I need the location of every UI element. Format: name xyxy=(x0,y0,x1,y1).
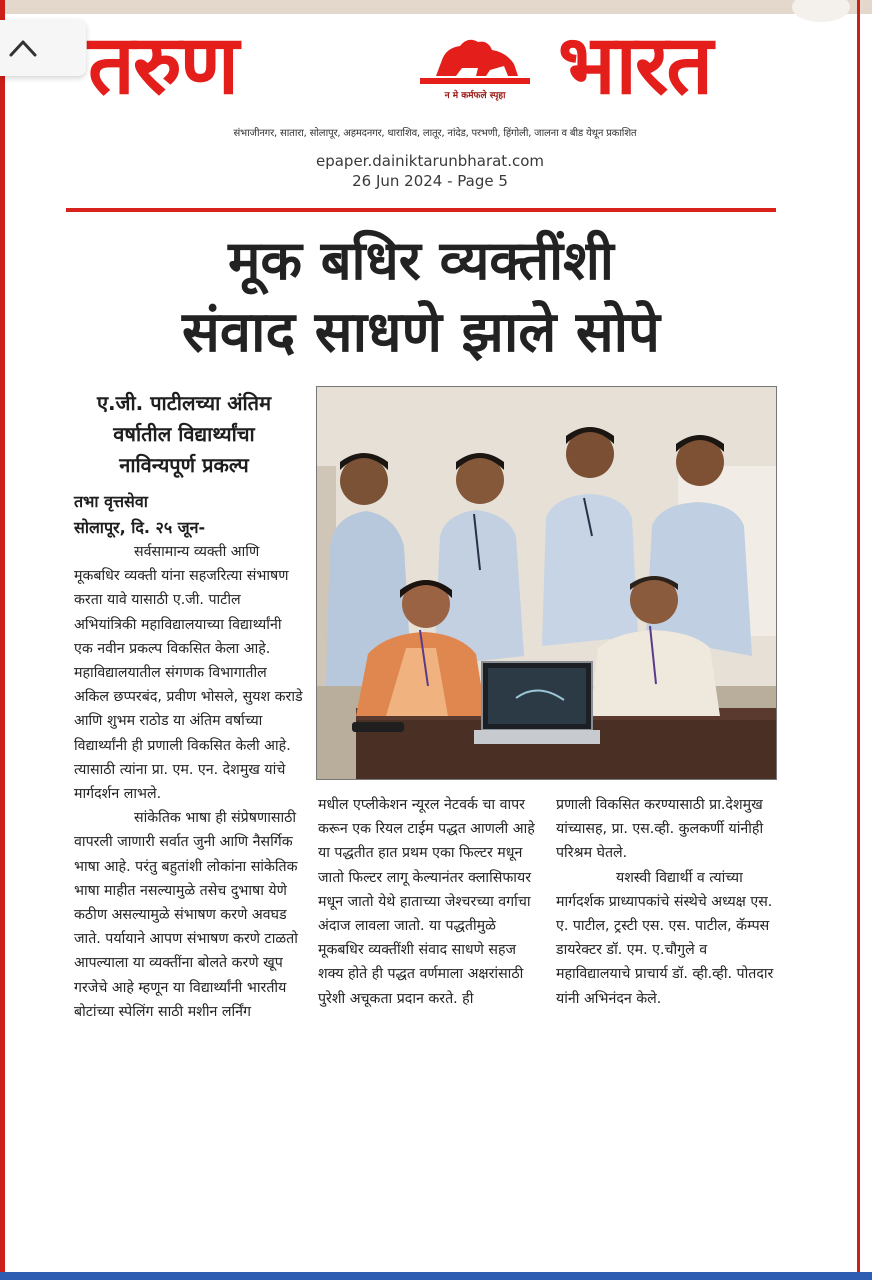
red-divider xyxy=(66,208,776,212)
byline-dateline: सोलापूर, दि. २५ जून- xyxy=(74,518,206,537)
headline xyxy=(66,226,776,370)
chevron-up-icon xyxy=(8,37,38,59)
top-strip-knob xyxy=(792,0,850,22)
phone xyxy=(352,722,404,732)
article-column-1 xyxy=(74,540,304,1024)
article-column-3 xyxy=(556,793,778,1011)
article-column-2 xyxy=(318,793,544,1011)
bottom-strip xyxy=(0,1272,872,1280)
col3-paragraph-2: यशस्वी विद्यार्थी व त्यांच्या मार्गदर्शक प्राध्यापकांचे संस्थेचे अध्यक्ष एस. ए. पाटील, ट्रस्टी एस. एस. पाटील, कॅम्पस डायरेक्टर डॉ. एम. ए.चौगुले व महाविद्यालयाचे प्राचार्य डॉ. व्ही.व्ही. पोतदार यांनी अभिनंदन केले. xyxy=(556,869,774,1007)
col1-paragraph-1: सर्वसामान्य व्यक्ती आणि मूकबधिर व्यक्ती यांना सहजरित्या संभाषण करता यावे यासाठी ए.जी. पाटील अभियांत्रिकी महाविद्यालयाच्या विद्यार्थ्यांनी एक नवीन प्रकल्प विकसित केला आहे. महाविद्यालयातील संगणक विभागातील अकिल छप्परबंद, प्रवीण भोसले, सुयश कराडे आणि शुभम राठोड या अंतिम वर्षाच्या विद्यार्थ्यांनी ही प्रणाली विकसित केली आहे. त्यासाठी त्यांना प्रा. एम. एन. देशमुख यांचे मार्गदर्शन लाभले. xyxy=(74,544,303,803)
epaper-url: epaper.dainiktarunbharat.com xyxy=(315,152,544,170)
left-red-border xyxy=(0,0,5,1280)
laptop xyxy=(474,662,600,744)
masthead xyxy=(88,18,778,118)
headline-line1: मूक बधिर व्यक्तींशी xyxy=(228,229,614,292)
kicker-line2: वर्षातील विद्यार्थ्यांचा xyxy=(113,422,255,446)
epaper-date-page: 26 Jun 2024 - Page 5 xyxy=(352,172,508,190)
collapse-button[interactable] xyxy=(0,20,86,76)
top-strip xyxy=(0,0,872,14)
masthead-tagline: न मे कर्मफले स्पृहा xyxy=(444,91,506,101)
masthead-name-left: तरुण xyxy=(88,18,238,113)
editions-line: संभाजीनगर, सातारा, सोलापूर, अहमदनगर, धाराशिव, लातूर, नांदेड, परभणी, हिंगोली, जालना व बीड येथून प्रकाशित xyxy=(233,128,637,139)
lion-logo-icon xyxy=(406,30,544,114)
kicker-line1: ए.जी. पाटीलच्या अंतिम xyxy=(96,391,272,415)
kicker xyxy=(66,388,302,481)
col3-paragraph-1: प्रणाली विकसित करण्यासाठी प्रा.देशमुख यांच्यासह, प्रा. एस.व्ही. कुलकर्णी यांनीही परिश्रम घेतले. xyxy=(556,797,764,862)
col2-paragraph-1: मधील एप्लीकेशन न्यूरल नेटवर्क चा वापर करून एक रियल टाईम पद्धत आणली आहे या पद्धतीत हात प्रथम एका फिल्टर मधून जातो फिल्टर लागू केल्यानंतर क्लासिफायर मधून जातो येथे हाताच्या जेश्चरच्या वर्गाचा अंदाज लावला जातो. या पद्धतीमुळे मूकबधिर व्यक्तींशी संवाद साधणे सहज शक्य होते ही पद्धत वर्णमाला अक्षरांसाठी पुरेशी अचूकता प्रदान करते. ही xyxy=(318,797,535,1007)
col1-paragraph-2: सांकेतिक भाषा ही संप्रेषणासाठी वापरली जाणारी सर्वात जुनी आणि नैसर्गिक भाषा आहे. परंतु बहुतांशी लोकांना सांकेतिक भाषा माहीत नसल्यामुळे तसेच दुभाषा येणे कठीण असल्यामुळे संभाषण करणे अवघड जाते. पर्यायाने आपण संभाषण करणे टाळतो आपल्याला या व्यक्तींना बोलते करणे खूप गरजेचे आहे म्हणून या विद्यार्थ्यांनी भारतीय बोटांच्या स्पेलिंग साठी मशीन लर्निंग xyxy=(74,810,298,1020)
kicker-line3: नाविन्यपूर्ण प्रकल्प xyxy=(119,453,249,477)
group-photo xyxy=(316,386,777,780)
right-red-border xyxy=(857,0,860,1280)
masthead-name-right: भारत xyxy=(558,18,712,113)
headline-line2: संवाद साधणे झाले सोपे xyxy=(182,300,660,365)
byline-agency: तभा वृत्तसेवा xyxy=(74,492,148,511)
